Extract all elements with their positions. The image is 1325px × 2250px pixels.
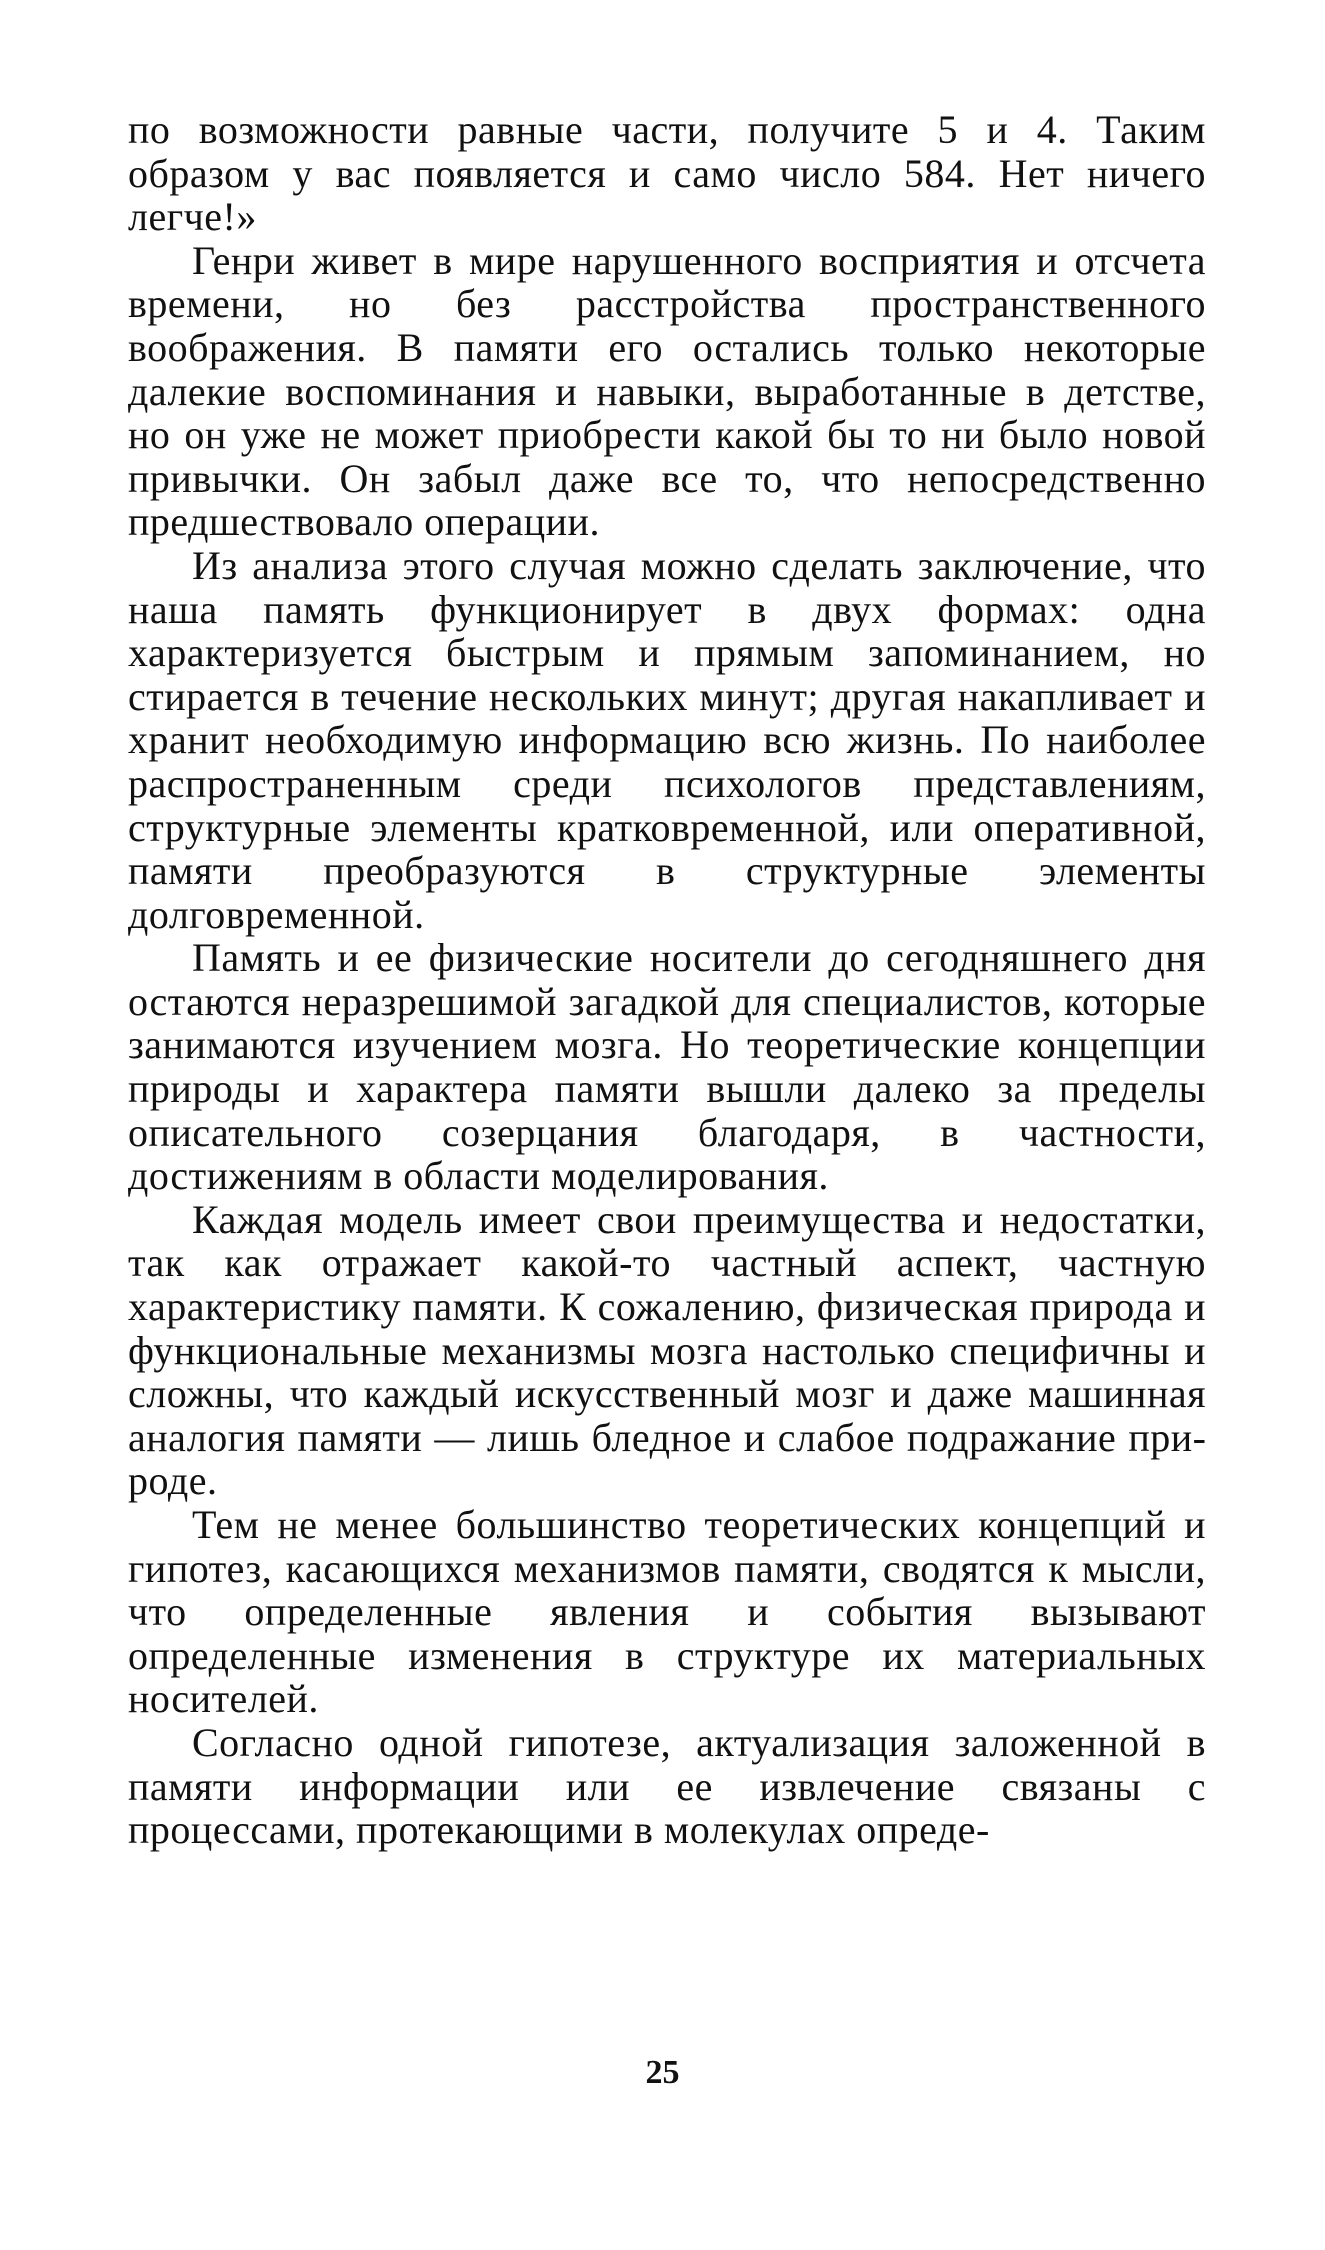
page-number: 25 [645, 2054, 680, 2091]
paragraph-continuation: по возможности равные части, получите 5 и 4. Таким образом у вас появляется и само число 584. Нет ничего легче!» [128, 107, 1206, 240]
paragraph: Память и ее физические носители до сегодняшнего дня остаются неразрешимой загадкой для специалистов, которые занимаются изучением мозга. Но теоретические концепции природы и характера памяти вышли далеко за пределы описательного созерцания благодаря, в частности, достижениям в области моделирования. [128, 935, 1206, 1199]
paragraph: Из анализа этого случая можно сделать заключение, что наша память функционирует в двух формах: одна характеризуется быстрым и прямым запоминанием, но стирается в течение нескольких минут; другая накапливает и хранит необходимую информацию всю жизнь. По наиболее распространенным среди психологов представлениям, структурные элементы кратковременной, или оперативной, памяти преобразуются в структурные элементы долговременной. [128, 542, 1206, 937]
paragraph: Согласно одной гипотезе, актуализация заложенной в памяти информации или ее извлечение связаны с процессами, протекающими в молекулах опреде- [128, 1719, 1206, 1853]
page-body [128, 108, 1206, 1852]
paragraph: Генри живет в мире нарушенного восприятия и отсчета времени, но без расстройства пространственного воображения. В памяти его остались только некоторые далекие воспоминания и навыки, выработанные в детстве, но он уже не может приобрести какой бы то ни было новой привычки. Он забыл даже все то, что непосредственно предшествовало операции. [128, 237, 1206, 545]
paragraph: Каждая модель имеет свои преимущества и недостатки, так как отражает какой-то частный аспект, частную характеристику памяти. К сожалению, физическая природа и функциональные механизмы мозга настолько специфичны и сложны, что каждый искусственный мозг и даже машинная аналогия памяти — лишь бледное и слабое подражание природе. [128, 1196, 1206, 1504]
paragraph: Тем не менее большинство теоретических концепций и гипотез, касающихся механизмов памяти, сводятся к мысли, что определенные явления и события вызывают определенные изменения в структуре их материальных носителей. [128, 1502, 1206, 1722]
